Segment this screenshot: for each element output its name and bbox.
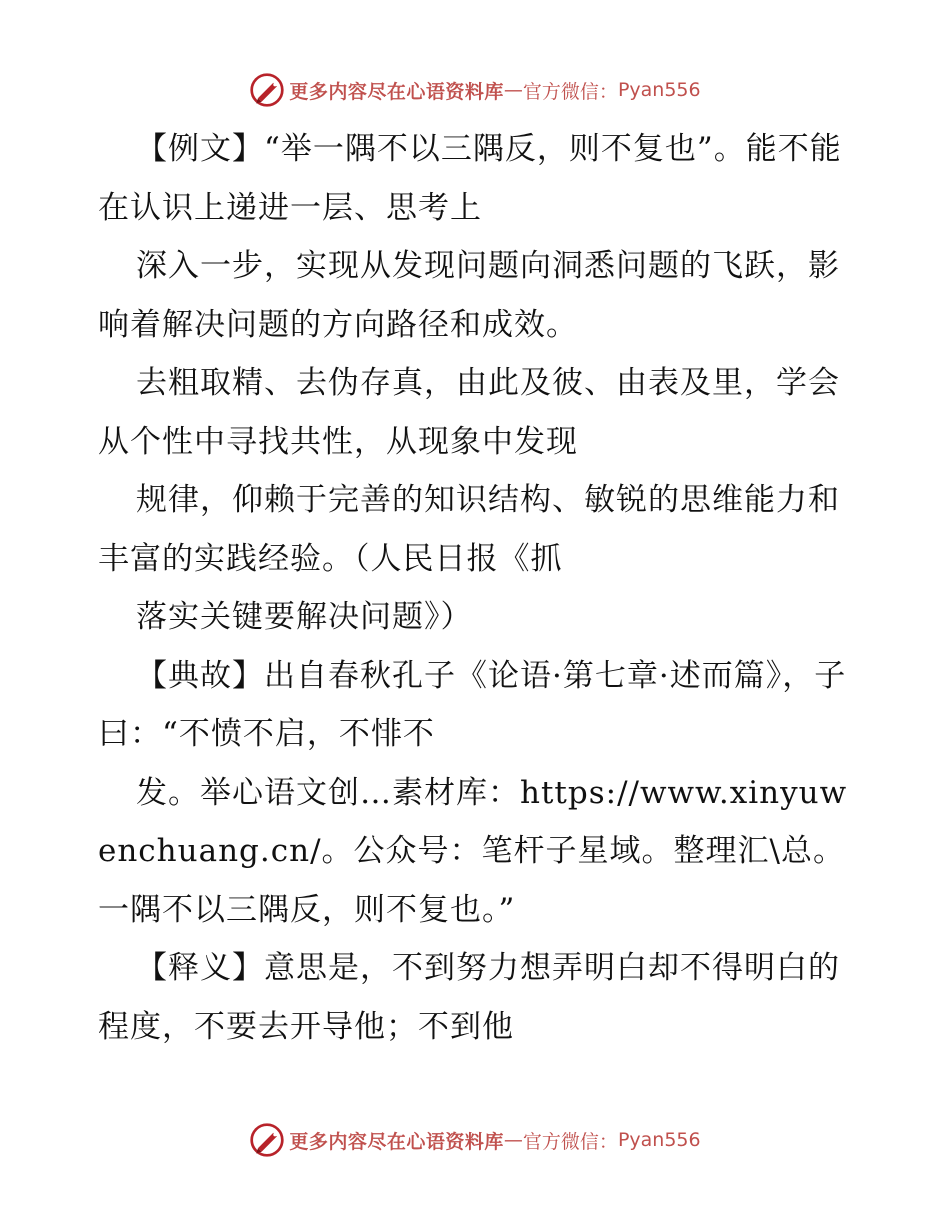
pen-logo-icon	[249, 1122, 285, 1158]
banner-dash: —	[503, 1129, 523, 1151]
banner-promo-text: 更多内容尽在心语资料库	[289, 1130, 504, 1153]
paragraph-example-5: 落实关键要解决问题》）	[136, 599, 473, 635]
paragraph-example-4: 规律，仰赖于完善的知识结构、敏锐的思维能力和丰富的实践经验。（人民日报《抓	[98, 482, 840, 577]
paragraph-allusion-1: 【典故】出自春秋孔子《论语·第七章·述而篇》，子曰：“不愤不启，不悱不	[98, 657, 847, 752]
banner-promo-text: 更多内容尽在心语资料库	[289, 80, 504, 103]
banner-dash: —	[503, 79, 523, 101]
paragraph-example-3: 去粗取精、去伪存真，由此及彼、由表及里，学会从个性中寻找共性，从现象中发现	[98, 365, 840, 460]
banner-wechat-id: Pyan556	[617, 1129, 701, 1151]
header-banner	[0, 70, 950, 110]
paragraph-example-2: 深入一步，实现从发现问题向洞悉问题的飞跃，影响着解决问题的方向路径和成效。	[98, 248, 840, 343]
pen-logo-icon	[249, 72, 285, 108]
banner-wechat-label: 官方微信：	[522, 1130, 618, 1153]
document-body	[98, 120, 850, 1056]
footer-banner	[0, 1120, 950, 1160]
banner-wechat-id: Pyan556	[617, 79, 701, 101]
paragraph-meaning: 【释义】意思是，不到努力想弄明白却不得明白的程度，不要去开导他；不到他	[98, 950, 840, 1045]
paragraph-example-1: 【例文】“举一隅不以三隅反，则不复也”。能不能在认识上递进一层、思考上	[98, 131, 842, 226]
paragraph-allusion-2: 发。举心语文创…素材库：https://www.xinyuwenchuang.cn/。公众号：笔杆子星域。整理汇\总。一隅不以三隅反，则不复也。”	[98, 774, 848, 928]
banner-wechat-label: 官方微信：	[522, 80, 618, 103]
